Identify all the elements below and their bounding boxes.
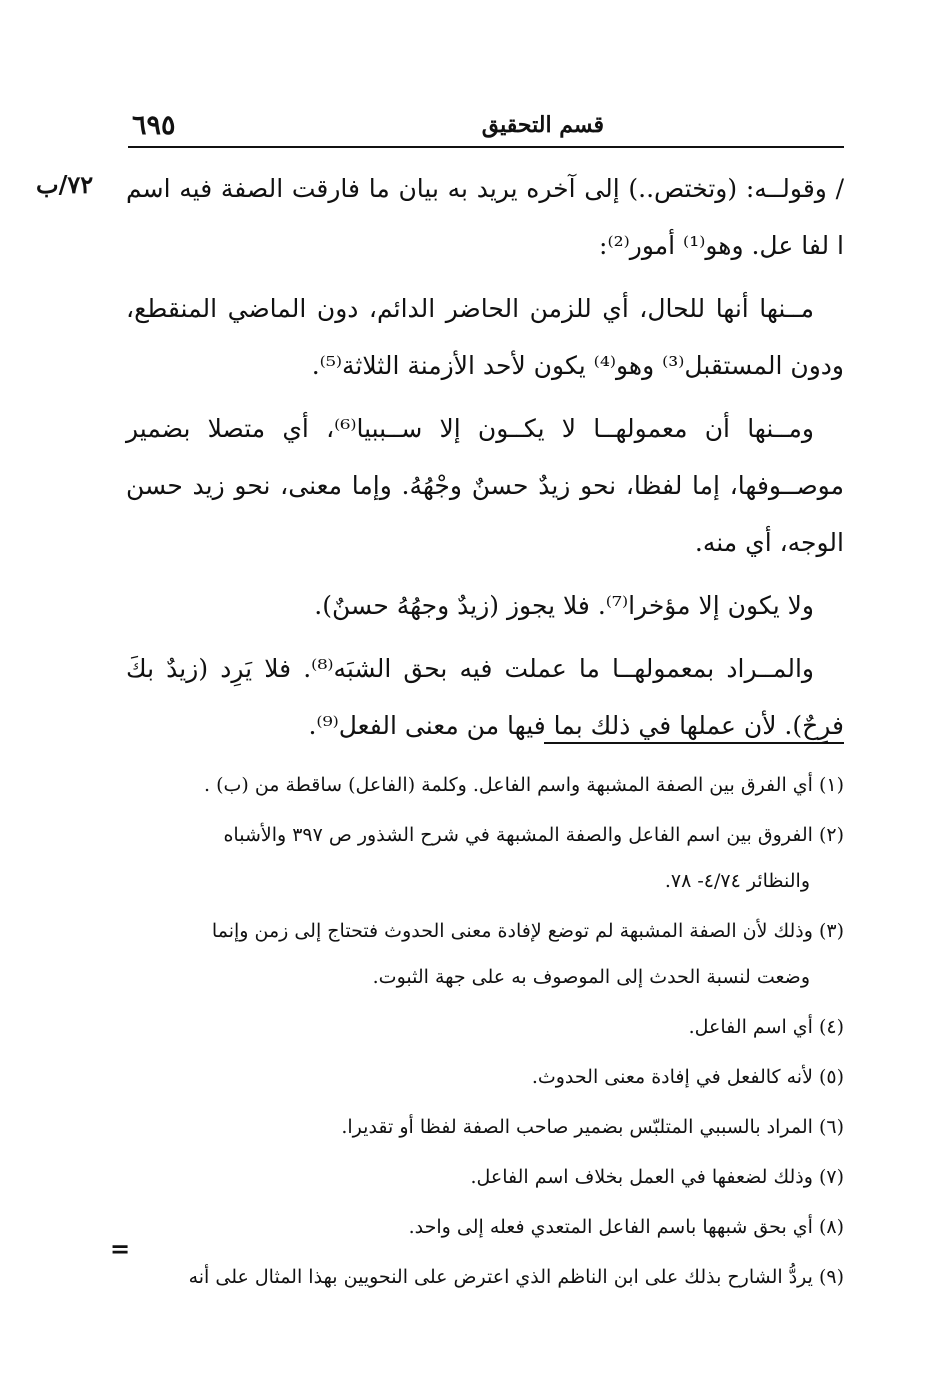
paragraph: ومــنها أن معمولهــا لا يكــون إلا ســببيا⁽⁶⁾، أي متصلا بضمير موصــوفها، إما لفظا، نحو زيدٌ حسنٌ وجْهُهُ. وإما معنى، نحو زيد حسن الوجه، أي منه. xyxy=(126,414,844,557)
footnote xyxy=(120,762,844,808)
footnote-number: (٩) xyxy=(818,1266,844,1288)
footnote-continuation: وضعت لنسبة الحدث إلى الموصوف به على جهة الثبوت. xyxy=(372,966,810,988)
footnote-number: (١) xyxy=(818,774,844,796)
main-text xyxy=(126,160,844,760)
footnote-number: (٦) xyxy=(818,1116,844,1138)
footnote xyxy=(120,1204,844,1250)
footnote-text: لأنه كالفعل في إفادة معنى الحدوث. xyxy=(531,1066,813,1088)
footnote-text: المراد بالسببي المتلبّس بضمير صاحب الصفة لفظا أو تقديرا. xyxy=(341,1116,813,1138)
footnotes xyxy=(120,762,844,1304)
footnote-text: وذلك لضعفها في العمل بخلاف اسم الفاعل. xyxy=(470,1166,813,1188)
footnote-number: (٨) xyxy=(818,1216,844,1238)
footnote xyxy=(120,1004,844,1050)
footnote xyxy=(120,1054,844,1100)
paragraph: ولا يكون إلا مؤخرا⁽⁷⁾. فلا يجوز (زيدٌ وجهُهُ حسنٌ). xyxy=(314,591,814,620)
footnote xyxy=(120,1154,844,1200)
footnote-separator xyxy=(544,742,844,744)
footnote xyxy=(120,1254,844,1300)
footnote-number: (٤) xyxy=(818,1016,844,1038)
paragraph: / وقولــه: (وتختص..) إلى آخره يريد به بيان ما فارقت الصفة فيه اسم ا لفا عل. وهو⁽¹⁾ أمور⁽²⁾: xyxy=(126,174,844,260)
page-header xyxy=(128,112,844,148)
footnote xyxy=(120,908,844,1000)
footnote-number: (٢) xyxy=(818,824,844,846)
section-title: قسم التحقيق xyxy=(481,112,604,138)
footnote-text: أي اسم الفاعل. xyxy=(688,1016,813,1038)
margin-folio-reference: ٧٢/ب xyxy=(36,170,94,199)
paragraph: مــنها أنها للحال، أي للزمن الحاضر الدائم، دون الماضي المنقطع، ودون المستقبل⁽³⁾ وهو⁽⁴⁾ يكون لأحد الأزمنة الثلاثة⁽⁵⁾. xyxy=(126,294,844,380)
footnote-text: وذلك لأن الصفة المشبهة لم توضع لإفادة معنى الحدوث فتحتاج إلى زمن وإنما xyxy=(211,920,813,942)
footnote-number: (٥) xyxy=(818,1066,844,1088)
page-number: ٦٩٥ xyxy=(132,110,176,141)
footnote-number: (٧) xyxy=(818,1166,844,1188)
continuation-mark: = xyxy=(110,1234,131,1263)
footnote-text: يردُّ الشارح بذلك على ابن الناظم الذي اعترض على النحويين بهذا المثال على أنه xyxy=(188,1266,813,1288)
paragraph: والمــراد بمعمولهــا ما عملت فيه بحق الشبَه⁽⁸⁾. فلا يَرِد (زيدٌ بكَ فرِحٌ). لأن عملها في ذلك بما فيها من معنى الفعل⁽⁹⁾. xyxy=(126,654,844,740)
footnote xyxy=(120,1104,844,1150)
footnote-number: (٣) xyxy=(818,920,844,942)
footnote-text: أي الفرق بين الصفة المشبهة واسم الفاعل. وكلمة (الفاعل) ساقطة من (ب) . xyxy=(203,774,813,796)
footnote-continuation: والنظائر ٤/٧٤- ٧٨. xyxy=(664,870,810,892)
footnote-text: الفروق بين اسم الفاعل والصفة المشبهة في شرح الشذور ص ٣٩٧ والأشباه xyxy=(223,824,813,846)
footnote-text: أي بحق شبهها باسم الفاعل المتعدي فعله إلى واحد. xyxy=(408,1216,813,1238)
footnote xyxy=(120,812,844,904)
